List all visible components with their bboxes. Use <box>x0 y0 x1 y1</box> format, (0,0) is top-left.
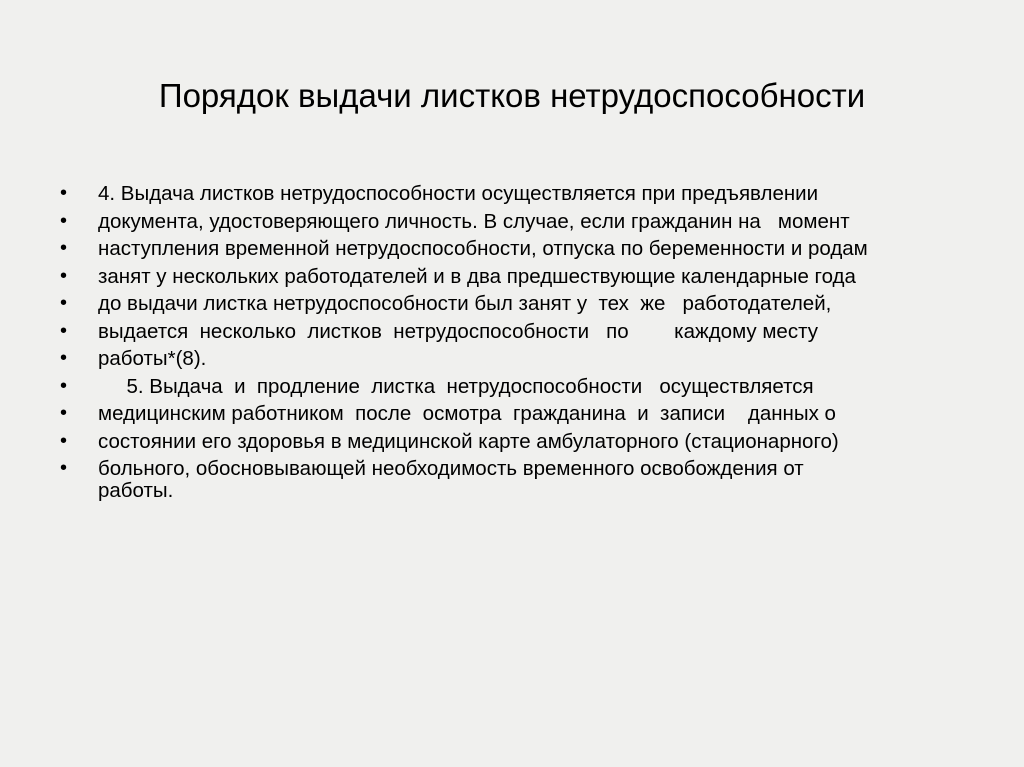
bullet-text: наступления временной нетрудоспособности, отпуска по беременности и родам <box>98 237 868 260</box>
list-item <box>60 318 980 346</box>
bullet-icon: • <box>60 429 68 452</box>
bullet-icon: • <box>60 237 68 259</box>
bullet-text: 5. Выдача и продление листка нетрудоспособности осуществляется <box>98 374 814 398</box>
list-item <box>60 208 980 236</box>
list-item <box>60 235 980 263</box>
bullet-text: до выдачи листка нетрудоспособности был занят у тех же работодателей, <box>98 292 832 315</box>
bullet-icon: • <box>60 292 68 314</box>
bullet-text: состоянии его здоровья в медицинской карте амбулаторного (стационарного) <box>98 429 839 453</box>
list-item <box>60 180 980 208</box>
bullet-icon: • <box>60 209 68 232</box>
bullet-text: 4. Выдача листков нетрудоспособности осуществляется при предъявлении <box>98 182 819 205</box>
list-item <box>60 428 980 456</box>
bullet-text: документа, удостоверяющего личность. В случае, если гражданин на момент <box>98 209 850 233</box>
list-item <box>60 345 980 373</box>
list-item <box>60 263 980 291</box>
bullet-list <box>60 180 980 500</box>
bullet-icon: • <box>60 347 68 369</box>
bullet-text: выдается несколько листков нетрудоспособности по каждому месту <box>98 319 818 343</box>
bullet-icon: • <box>60 402 68 424</box>
slide-title: Порядок выдачи листков нетрудоспособности <box>158 77 866 114</box>
bullet-text: занят у нескольких работодателей и в два предшествующие календарные года <box>98 264 856 288</box>
list-item <box>60 373 980 401</box>
list-item <box>60 400 980 428</box>
bullet-icon: • <box>60 182 68 204</box>
bullet-text: работы*(8). <box>98 347 207 370</box>
bullet-text: медицинским работником после осмотра гражданина и записи данных о <box>98 402 836 425</box>
bullet-icon: • <box>60 319 68 342</box>
bullet-icon: • <box>60 374 68 397</box>
list-item <box>60 290 980 318</box>
bullet-icon: • <box>60 457 68 479</box>
bullet-text: больного, обосновывающей необходимость временного освобождения от работы. <box>98 457 804 502</box>
list-item <box>60 455 980 500</box>
bullet-icon: • <box>60 264 68 287</box>
